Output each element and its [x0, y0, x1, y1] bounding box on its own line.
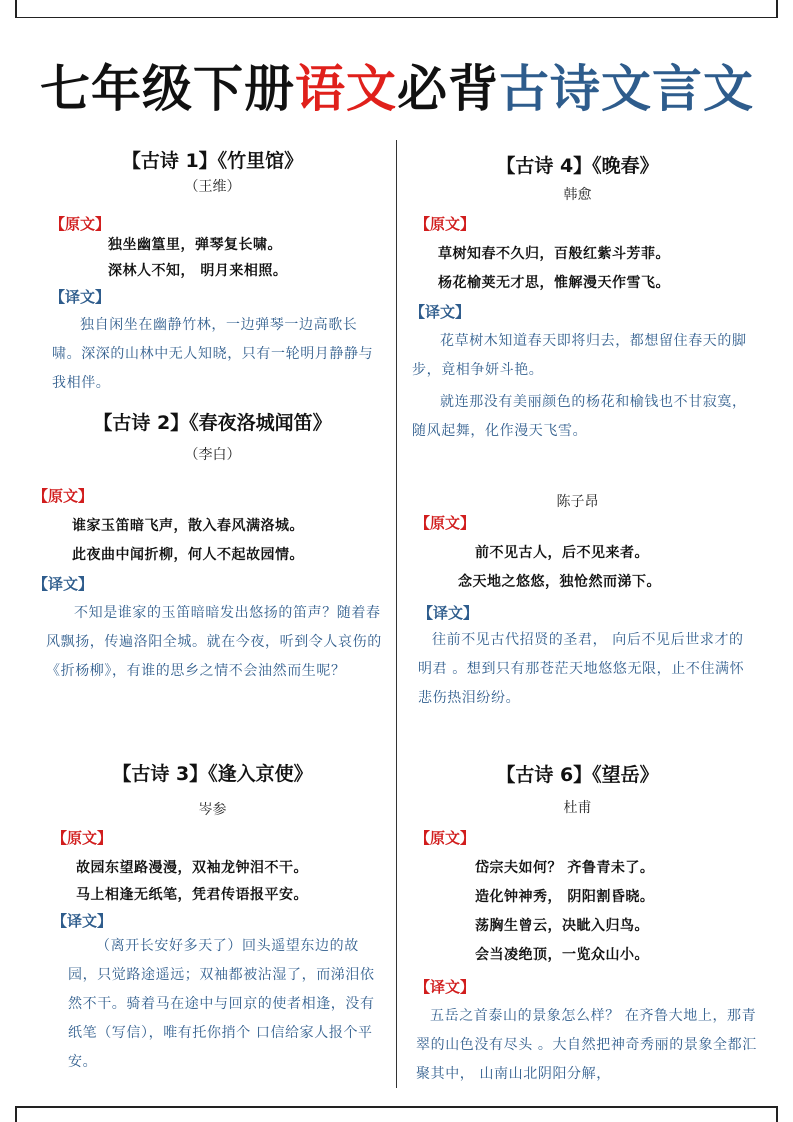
title-must: 必背	[397, 60, 499, 118]
poem-6-line-2: 造化钟神秀， 阴阳割昏晓。	[475, 889, 655, 905]
poem-4-translation-1: 花草树木知道春天即将归去，都想留住春天的脚步，竟相争妍斗艳。	[412, 333, 747, 378]
poem-6-author: 杜甫	[563, 800, 592, 816]
bottom-rule	[15, 1106, 778, 1108]
poem-2-original-label: 【原文】	[33, 487, 94, 505]
poem-4-author: 韩愈	[563, 187, 592, 203]
poem-5-translation: 往前不见古代招贤的圣君， 向后不见后世求才的明君 。想到只有那苍茫天地悠悠无限，止不住满怀悲伤热泪纷纷。	[418, 632, 745, 706]
poem-4-line-2: 杨花榆荚无才思，惟解漫天作雪飞。	[438, 275, 670, 291]
poem-6-heading: 【古诗 6】《望岳》	[496, 764, 659, 786]
poem-4-original-label: 【原文】	[415, 215, 476, 233]
poem-2-translation-label: 【译文】	[33, 575, 94, 593]
poem-3-translation: （离开长安好多天了）回头遥望东边的故园，只觉路途遥远；双袖都被沾湿了，而涕泪依然不干。骑着马在途中与回京的使者相逢，没有纸笔（写信），唯有托你捎个 口信给家人报个平安。	[68, 938, 375, 1070]
page-title	[40, 58, 753, 120]
poem-6-translation-label: 【译文】	[415, 978, 476, 996]
title-subject: 语文	[295, 60, 397, 118]
poem-2-line-2: 此夜曲中闻折柳，何人不起故园情。	[72, 547, 304, 563]
title-grade: 七年级下册	[40, 60, 295, 118]
title-genre: 古诗文言文	[499, 60, 754, 118]
poem-2-line-1: 谁家玉笛暗飞声，散入春风满洛城。	[72, 518, 304, 534]
poem-5-original-label: 【原文】	[415, 514, 476, 532]
poem-3-line-2: 马上相逢无纸笔，凭君传语报平安。	[76, 887, 308, 903]
poem-3-author: 岑参	[198, 802, 227, 818]
poem-5-line-2: 念天地之悠悠，独怆然而涕下。	[458, 574, 661, 590]
left-edge-top	[15, 0, 17, 18]
poem-1-line-1: 独坐幽篁里，弹琴复长啸。	[108, 237, 282, 253]
left-edge-bottom	[15, 1106, 17, 1122]
poem-4-translation-label: 【译文】	[410, 303, 471, 321]
poem-2-author: （李白）	[184, 447, 241, 463]
poem-4-heading: 【古诗 4】《晚春》	[496, 155, 659, 177]
poem-1-translation: 独自闲坐在幽静竹林，一边弹琴一边高歌长啸。深深的山林中无人知晓，只有一轮明月静静与我相伴。	[52, 317, 374, 391]
poem-3-line-1: 故园东望路漫漫，双袖龙钟泪不干。	[76, 860, 308, 876]
poem-6-line-4: 会当凌绝顶，一览众山小。	[475, 947, 649, 963]
poem-1-line-2: 深林人不知， 明月来相照。	[108, 263, 288, 279]
top-rule	[15, 17, 778, 18]
right-edge-top	[776, 0, 778, 18]
poem-3-original-label: 【原文】	[52, 829, 113, 847]
poem-6-translation: 五岳之首泰山的景象怎么样？ 在齐鲁大地上，那青翠的山色没有尽头 。大自然把神奇秀丽的景象全都汇聚其中， 山南山北阴阳分解，	[416, 1008, 757, 1082]
poem-5-author: 陈子昂	[556, 494, 599, 510]
poem-1-original-label: 【原文】	[50, 215, 111, 233]
poem-6-original-label: 【原文】	[415, 829, 476, 847]
poem-3-translation-label: 【译文】	[52, 912, 113, 930]
poem-5-translation-label: 【译文】	[418, 604, 479, 622]
poem-1-author: （王维）	[184, 179, 241, 195]
poem-2-heading: 【古诗 2】《春夜洛城闻笛》	[93, 412, 332, 434]
column-divider	[396, 140, 397, 1088]
poem-5-line-1: 前不见古人，后不见来者。	[475, 545, 649, 561]
right-edge-bottom	[776, 1106, 778, 1122]
poem-1-heading: 【古诗 1】《竹里馆》	[121, 150, 304, 172]
poem-4-translation-2: 就连那没有美丽颜色的杨花和榆钱也不甘寂寞，随风起舞，化作漫天飞雪。	[412, 394, 747, 439]
poem-1-translation-label: 【译文】	[50, 288, 111, 306]
poem-3-heading: 【古诗 3】《逢入京使》	[112, 763, 313, 785]
poem-6-line-3: 荡胸生曾云，决眦入归鸟。	[475, 918, 649, 934]
poem-6-line-1: 岱宗夫如何？ 齐鲁青未了。	[475, 860, 655, 876]
poem-2-translation: 不知是谁家的玉笛暗暗发出悠扬的笛声？随着春风飘扬，传遍洛阳全城。就在今夜，听到令人哀伤的《折杨柳》，有谁的思乡之情不会油然而生呢？	[46, 605, 382, 679]
poem-4-line-1: 草树知春不久归，百般红紫斗芳菲。	[438, 246, 670, 262]
